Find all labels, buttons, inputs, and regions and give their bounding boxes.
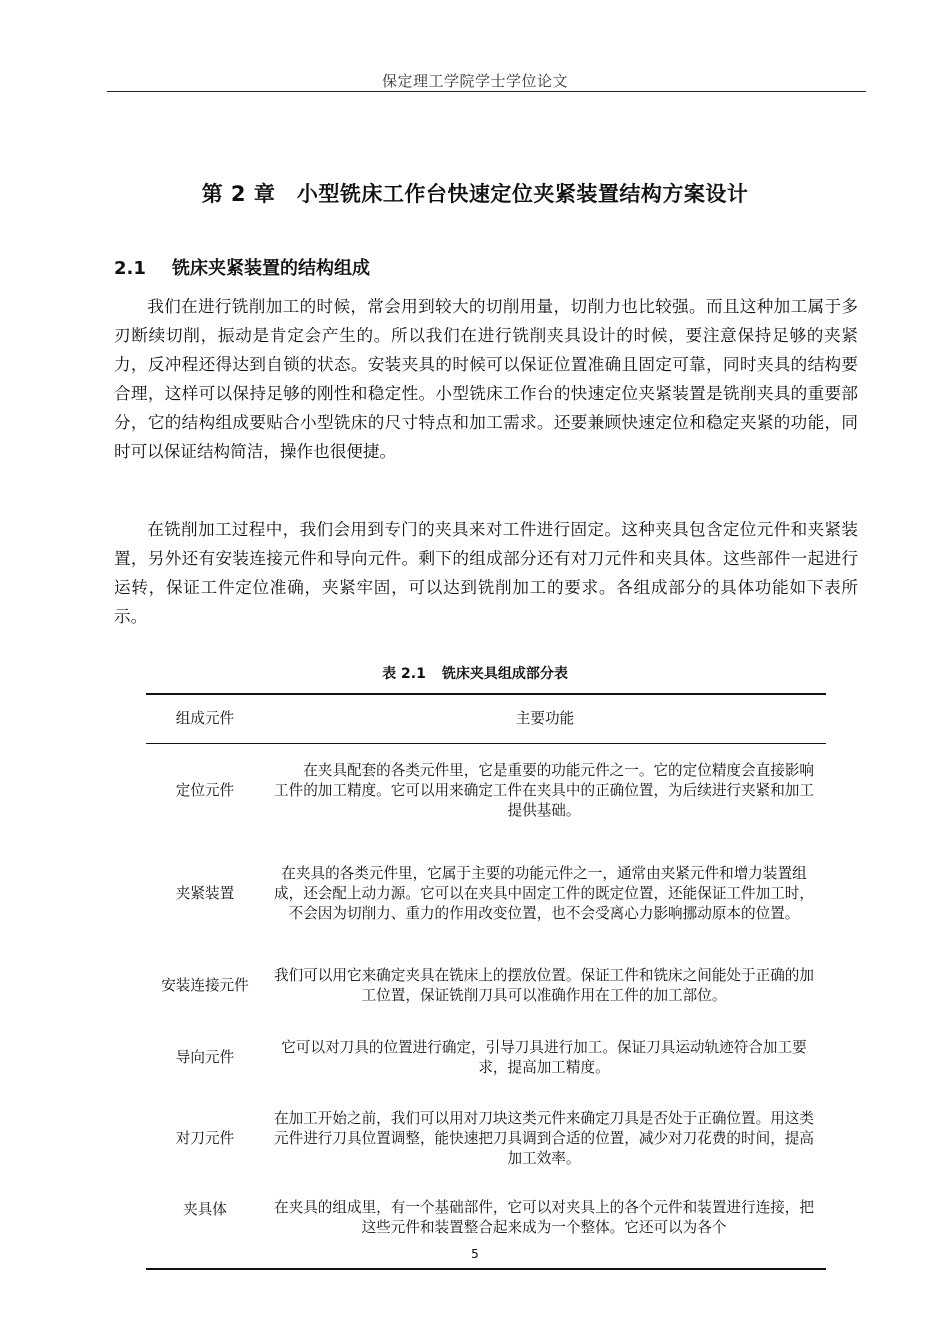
header-rule — [107, 91, 866, 92]
component-function: 在夹具配套的各类元件里，它是重要的功能元件之一。它的定位精度会直接影响工件的加工精度。它可以用来确定工件在夹具中的正确位置，为后续进行夹紧和加工提供基础。 — [274, 762, 814, 819]
table-row — [146, 1094, 826, 1184]
component-function-cell — [264, 838, 826, 950]
section-number: 2.1 — [114, 258, 146, 279]
component-function: 在夹具的组成里，有一个基础部件，它可以对夹具上的各个元件和装置进行连接，把这些元件和装置整合起来成为一个整体。它还可以为各个 — [274, 1199, 814, 1236]
component-name: 导向元件 — [175, 1049, 235, 1066]
component-name: 定位元件 — [175, 782, 235, 799]
table-row — [146, 1022, 826, 1094]
components-table — [146, 693, 826, 1270]
component-name: 夹紧装置 — [175, 885, 235, 902]
table-caption-number: 表 2.1 — [382, 666, 426, 682]
section-heading — [114, 254, 370, 280]
table-row — [146, 838, 826, 950]
component-name: 对刀元件 — [175, 1130, 235, 1147]
component-name: 安装连接元件 — [161, 977, 249, 994]
header-function: 主要功能 — [515, 710, 575, 727]
component-function: 它可以对刀具的位置进行确定，引导刀具进行加工。保证刀具运动轨迹符合加工要求，提高加工精度。 — [281, 1039, 807, 1076]
table-caption — [0, 663, 950, 683]
component-name-cell — [146, 838, 264, 950]
component-function-cell — [264, 744, 826, 839]
component-function-cell — [264, 950, 826, 1022]
fixture-components-table — [146, 693, 826, 1270]
component-function: 在夹具的各类元件里，它属于主要的功能元件之一，通常由夹紧元件和增力装置组成，还会配上动力源。它可以在夹具中固定工件的既定位置，还能保证工件加工时，不会因为切削力、重力的作用改变位置，也不会受离心力影响挪动原本的位置。 — [274, 865, 814, 922]
table-header-row — [146, 694, 826, 744]
component-name-cell — [146, 1094, 264, 1184]
component-function: 在加工开始之前，我们可以用对刀块这类元件来确定刀具是否处于正确位置。用这类元件进行刀具位置调整，能快速把刀具调到合适的位置，减少对刀花费的时间，提高加工效率。 — [274, 1110, 814, 1167]
table-row — [146, 744, 826, 839]
table-caption-title: 铣床夹具组成部分表 — [441, 666, 568, 682]
component-function-cell — [264, 1022, 826, 1094]
body-paragraph-2: 在铣削加工过程中，我们会用到专门的夹具来对工件进行固定。这种夹具包含定位元件和夹紧装置，另外还有安装连接元件和导向元件。剩下的组成部分还有对刀元件和夹具体。这些部件一起进行运转，保证工件定位准确，夹紧牢固，可以达到铣削加工的要求。各组成部分的具体功能如下表所示。 — [114, 520, 858, 627]
chapter-title: 第 2 章 小型铣床工作台快速定位夹紧装置结构方案设计 — [201, 182, 749, 206]
component-name-cell — [146, 1022, 264, 1094]
component-name: 夹具体 — [183, 1201, 227, 1218]
component-name-cell — [146, 744, 264, 839]
table-row — [146, 950, 826, 1022]
header-component: 组成元件 — [175, 710, 235, 727]
section-title-text: 铣床夹紧装置的结构组成 — [172, 258, 370, 279]
body-paragraph-1: 我们在进行铣削加工的时候，常会用到较大的切削用量，切削力也比较强。而且这种加工属于多刃断续切削，振动是肯定会产生的。所以我们在进行铣削夹具设计的时候，要注意保持足够的夹紧力，反冲程还得达到自锁的状态。安装夹具的时候可以保证位置准确且固定可靠，同时夹具的结构要合理，这样可以保持足够的刚性和稳定性。小型铣床工作台的快速定位夹紧装置是铣削夹具的重要部分，它的结构组成要贴合小型铣床的尺寸特点和加工需求。还要兼顾快速定位和稳定夹紧的功能，同时可以保证结构简洁，操作也很便捷。 — [114, 297, 858, 462]
page-number: 5 — [471, 1247, 479, 1261]
component-function: 我们可以用它来确定夹具在铣床上的摆放位置。保证工件和铣床之间能处于正确的加工位置，保证铣削刀具可以准确作用在工件的加工部位。 — [274, 967, 814, 1004]
component-function-cell — [264, 1094, 826, 1184]
component-name-cell — [146, 950, 264, 1022]
running-header: 保定理工学院学士学位论文 — [381, 72, 568, 90]
